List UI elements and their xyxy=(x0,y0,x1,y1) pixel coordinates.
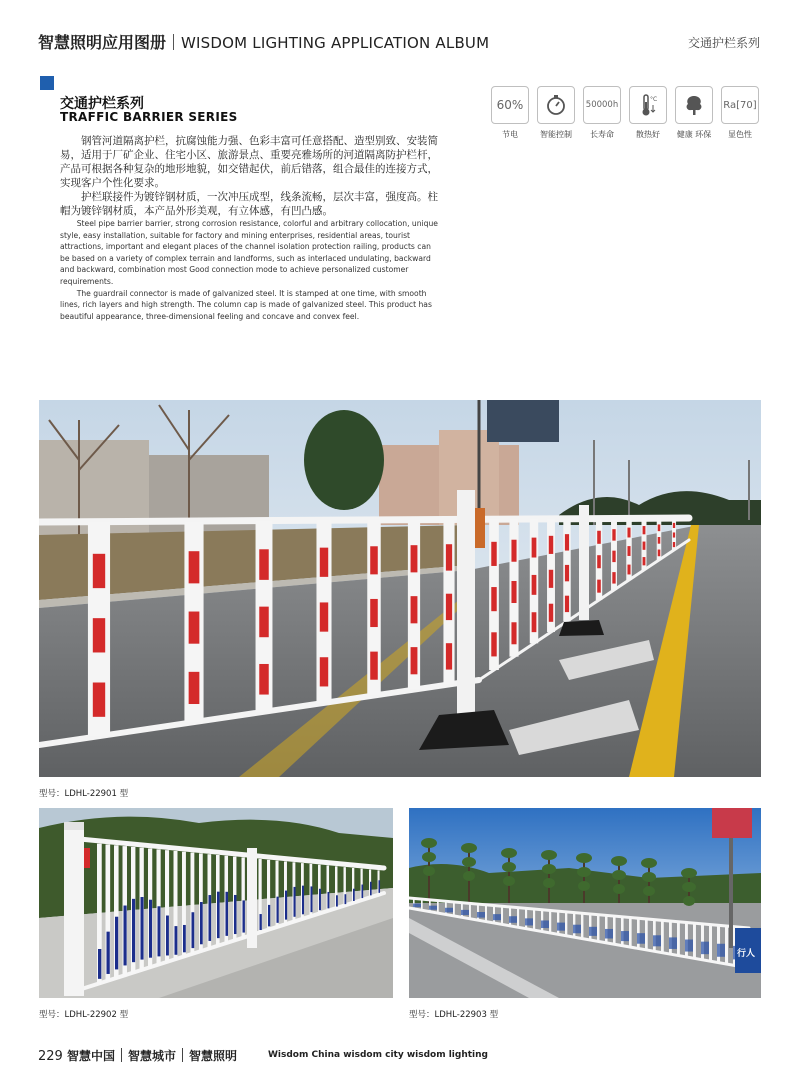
blue-accent xyxy=(226,892,229,936)
fence-post xyxy=(709,924,712,960)
reflective-strip xyxy=(370,652,378,680)
blue-accent xyxy=(362,885,364,899)
reflective-strip xyxy=(411,545,418,572)
header-series-label: 交通护栏系列 xyxy=(687,36,760,50)
tree-crown xyxy=(501,848,517,858)
blue-accent xyxy=(149,900,152,958)
feature-eco xyxy=(675,86,713,140)
reflective-strip xyxy=(446,594,452,620)
right-product-photo xyxy=(409,808,761,998)
right-photo-caption: 型号：LDHL-22903 型 xyxy=(409,1010,499,1020)
blue-panel xyxy=(557,923,565,931)
tree-crown xyxy=(612,870,626,880)
timer-icon xyxy=(537,86,575,124)
reflective-strip xyxy=(446,544,452,570)
tree-crown xyxy=(541,850,557,860)
fence-post xyxy=(549,910,551,932)
blue-accent xyxy=(328,892,330,908)
fence-post xyxy=(533,909,535,930)
footer-divider xyxy=(121,1048,122,1062)
reflective-strip xyxy=(259,607,268,638)
blue-accent xyxy=(209,895,212,941)
reflective-strip xyxy=(658,550,661,557)
reflective-strip xyxy=(627,546,630,556)
fence-post xyxy=(485,905,487,922)
reflective-strip xyxy=(320,548,328,577)
color-rendering-icon: Ra[70] xyxy=(721,86,759,124)
reflective-strip xyxy=(673,523,675,528)
reflective-strip xyxy=(658,537,661,544)
reflective-strip xyxy=(511,540,516,562)
blue-accent xyxy=(166,916,169,956)
header-title-cn: 智慧照明应用图册 xyxy=(38,33,167,52)
barrier-22902-illustration xyxy=(39,808,393,998)
fence-post xyxy=(613,916,616,944)
description-cn-para: 护栏联接件为镀锌钢材质，一次冲压成型，线条流畅，层次丰富，强度高。柱帽为镀锌钢材质，本产品外形美观，有立体感，有凹凸感。 xyxy=(60,191,438,217)
feature-label: 散热好 xyxy=(636,130,660,139)
blue-accent xyxy=(319,889,321,910)
blue-panel xyxy=(685,940,693,952)
blue-panel xyxy=(429,906,437,910)
tree-crown xyxy=(542,864,556,874)
blue-panel xyxy=(669,937,677,949)
barrier-22903-illustration xyxy=(409,808,761,998)
reflective-strip xyxy=(549,536,553,554)
description-en-para: The guardrail connector is made of galvanized steel. It is stamped at one time, with smooth lines, rich layers and high strength. The column cap is made of galvanized steel. This product has beautiful appearance, three-dimensional feeling and concave and convex feel. xyxy=(60,288,432,321)
tree-crown xyxy=(683,896,695,906)
reflective-strip xyxy=(511,622,516,644)
reflective-strip xyxy=(565,565,569,581)
reflective-strip xyxy=(658,524,661,531)
reflective-strip xyxy=(511,581,516,603)
feature-smart-control xyxy=(537,86,575,140)
blue-panel xyxy=(445,908,453,913)
reflective-strip xyxy=(370,599,378,627)
blue-accent xyxy=(294,887,296,917)
reflective-strip xyxy=(643,526,646,534)
blue-accent xyxy=(175,926,178,955)
blue-panel xyxy=(461,910,469,915)
reflective-strip xyxy=(411,596,418,623)
reflective-strip xyxy=(549,570,553,588)
blue-accent xyxy=(345,894,347,904)
feature-long-life xyxy=(583,86,621,140)
reflective-strip xyxy=(673,542,675,547)
blue-accent xyxy=(141,897,144,960)
reflective-strip xyxy=(565,534,569,550)
reflective-strip xyxy=(446,643,452,669)
main-product-photo xyxy=(39,400,761,777)
blue-panel xyxy=(701,942,709,955)
blue-accent xyxy=(200,902,203,944)
fence-post xyxy=(421,899,423,910)
reflective-strip xyxy=(189,551,200,583)
svg-text:°C: °C xyxy=(650,96,658,103)
reflective-strip xyxy=(597,531,601,544)
blue-accent xyxy=(311,886,313,912)
tree-crown xyxy=(463,871,475,881)
page-number: 229 xyxy=(38,1049,63,1064)
fence-post xyxy=(693,923,696,958)
reflective-strip xyxy=(93,683,105,717)
fence-post xyxy=(597,915,599,942)
reflective-strip xyxy=(597,555,601,568)
pedestrian-sign-text: 行人 xyxy=(737,949,756,959)
blue-accent xyxy=(268,905,270,926)
blue-panel xyxy=(653,935,661,946)
percent-icon: 60% xyxy=(491,86,529,124)
blue-panel xyxy=(477,912,485,918)
fence-post xyxy=(677,922,680,956)
reflective-strip xyxy=(673,532,675,537)
blue-accent xyxy=(217,892,220,938)
reflective-strip xyxy=(612,551,615,562)
blue-accent xyxy=(285,891,287,920)
fence-post xyxy=(525,908,527,928)
tree-icon xyxy=(675,86,713,124)
tree-crown xyxy=(681,868,697,878)
blue-accent xyxy=(183,925,186,952)
description-en-para: Steel pipe barrier barrier, strong corrosion resistance, colorful and arbitrary collocation, unique style, easy installation, suitable for factory and mining enterprises, residential areas, tourist attractions, important and elegant places of the channel isolation protection railing, products can be based on a variety of complex terrain and landforms, such as interlaced undulating, backward and backward, combination most Good connection mode to achieve personalized customer requirements. xyxy=(60,219,438,286)
header-divider xyxy=(173,34,174,50)
fence-post xyxy=(469,903,471,918)
footer-item: 智慧城市 xyxy=(128,1049,177,1063)
blue-accent xyxy=(98,949,101,979)
blue-accent xyxy=(353,889,355,901)
footer-divider xyxy=(182,1048,183,1062)
tree-crown xyxy=(578,881,590,891)
reflective-strip xyxy=(320,602,328,631)
feature-energy-saving xyxy=(491,86,529,140)
blue-accent xyxy=(336,895,338,906)
blue-accent xyxy=(302,886,304,915)
blue-accent xyxy=(192,912,195,948)
header-title-en: WISDOM LIGHTING APPLICATION ALBUM xyxy=(181,34,490,52)
fence-post xyxy=(605,915,608,942)
fence-post xyxy=(501,906,503,924)
tree-crown xyxy=(577,867,591,877)
feature-label: 长寿命 xyxy=(590,130,614,139)
reflective-strip xyxy=(411,647,418,674)
fence-post xyxy=(453,902,455,916)
tree-crown xyxy=(462,857,476,867)
tree-crown xyxy=(613,884,625,894)
blue-panel xyxy=(589,927,597,936)
reflective-strip xyxy=(532,575,537,595)
footer-item: 智慧照明 xyxy=(189,1049,238,1063)
blue-panel xyxy=(621,931,629,941)
reflective-strip xyxy=(491,542,496,566)
reflective-strip xyxy=(597,580,601,593)
reflective-strip xyxy=(189,612,200,644)
fence-post xyxy=(517,908,519,928)
fence-post xyxy=(437,900,439,912)
blue-accent xyxy=(107,932,110,974)
blue-accent xyxy=(243,900,245,932)
main-photo-caption: 型号：LDHL-22901 型 xyxy=(39,789,129,799)
blue-panel xyxy=(717,944,725,957)
reflective-strip xyxy=(612,572,615,583)
reflective-strip xyxy=(643,542,646,550)
blue-accent xyxy=(158,906,161,956)
blue-panel xyxy=(413,904,421,908)
reflective-strip xyxy=(627,528,630,538)
tree-crown xyxy=(423,866,435,876)
footer-nav xyxy=(38,1047,237,1064)
reflective-strip xyxy=(259,664,268,695)
blue-panel xyxy=(509,916,517,923)
fence-post xyxy=(581,913,583,938)
reflective-strip xyxy=(370,546,378,574)
reflective-strip xyxy=(612,529,615,540)
reflective-strip xyxy=(491,632,496,656)
feature-color-rendering xyxy=(721,86,759,140)
fence-post xyxy=(629,917,632,946)
reflective-strip xyxy=(627,565,630,575)
blue-accent xyxy=(260,914,262,930)
blue-accent xyxy=(234,895,236,934)
fence-post xyxy=(645,919,648,950)
reflective-strip xyxy=(643,557,646,565)
tree-crown xyxy=(543,878,555,888)
blue-panel xyxy=(493,914,501,920)
fence-post xyxy=(661,920,664,952)
reflective-strip xyxy=(320,657,328,686)
thermometer-icon xyxy=(629,86,667,124)
blue-panel xyxy=(637,933,645,944)
fence-post xyxy=(565,912,567,936)
reflective-strip xyxy=(491,587,496,611)
feature-label: 节电 xyxy=(502,130,518,139)
blue-panel xyxy=(525,918,533,925)
reflective-strip xyxy=(549,604,553,622)
tree-crown xyxy=(611,856,627,866)
tree-crown xyxy=(461,843,477,853)
reflective-strip xyxy=(565,596,569,612)
tree-crown xyxy=(643,886,655,896)
lifetime-icon: 50000h xyxy=(583,86,621,124)
tree-crown xyxy=(503,876,515,886)
blue-accent xyxy=(115,917,118,970)
section-marker xyxy=(40,76,54,90)
tree-crown xyxy=(502,862,516,872)
tree-crown xyxy=(642,872,656,882)
blue-accent xyxy=(132,899,135,962)
tree-crown xyxy=(421,838,437,848)
left-product-photo xyxy=(39,808,393,998)
description-cn xyxy=(60,134,440,218)
tree-crown xyxy=(641,858,657,868)
reflective-strip xyxy=(93,554,105,588)
blue-panel xyxy=(541,920,549,928)
feature-label: 健康 环保 xyxy=(676,130,712,139)
section-title-en: TRAFFIC BARRIER SERIES xyxy=(60,110,238,124)
blue-accent xyxy=(379,880,381,893)
description-en xyxy=(60,218,440,322)
reflective-strip xyxy=(532,538,537,558)
feature-label: 显色性 xyxy=(728,130,752,139)
blue-panel xyxy=(605,929,613,939)
reflective-strip xyxy=(93,618,105,652)
tree-crown xyxy=(576,853,592,863)
reflective-strip xyxy=(189,672,200,704)
footer-slogan: Wisdom China wisdom city wisdom lighting xyxy=(268,1050,488,1060)
feature-label: 智能控制 xyxy=(540,130,572,139)
left-photo-caption: 型号：LDHL-22902 型 xyxy=(39,1010,129,1020)
section-title-cn: 交通护栏系列 xyxy=(60,96,144,112)
blue-accent xyxy=(277,897,279,923)
tree-crown xyxy=(422,852,436,862)
blue-accent xyxy=(124,906,127,966)
description-cn-para: 钢管河道隔离护栏，抗腐蚀能力强、色彩丰富可任意搭配、造型别致、安装简易，适用于厂矿企业、住宅小区、旅游景点、重要亮雅场所的河道隔离防护栏杆，产品可根据各种复杂的地形地貌，如交错起伏，前后错落，组合最佳的连接方式，实现客户个性化要求。 xyxy=(60,135,438,189)
fence-post xyxy=(725,926,728,964)
reflective-strip xyxy=(532,612,537,632)
barrier-22901-illustration xyxy=(39,400,761,777)
blue-panel xyxy=(573,925,581,934)
tree-crown xyxy=(682,882,696,892)
footer-item: 智慧中国 xyxy=(67,1049,116,1063)
header-title xyxy=(38,30,489,53)
reflective-strip xyxy=(259,549,268,580)
feature-heat-dissipation xyxy=(629,86,667,140)
blue-accent xyxy=(370,882,372,896)
